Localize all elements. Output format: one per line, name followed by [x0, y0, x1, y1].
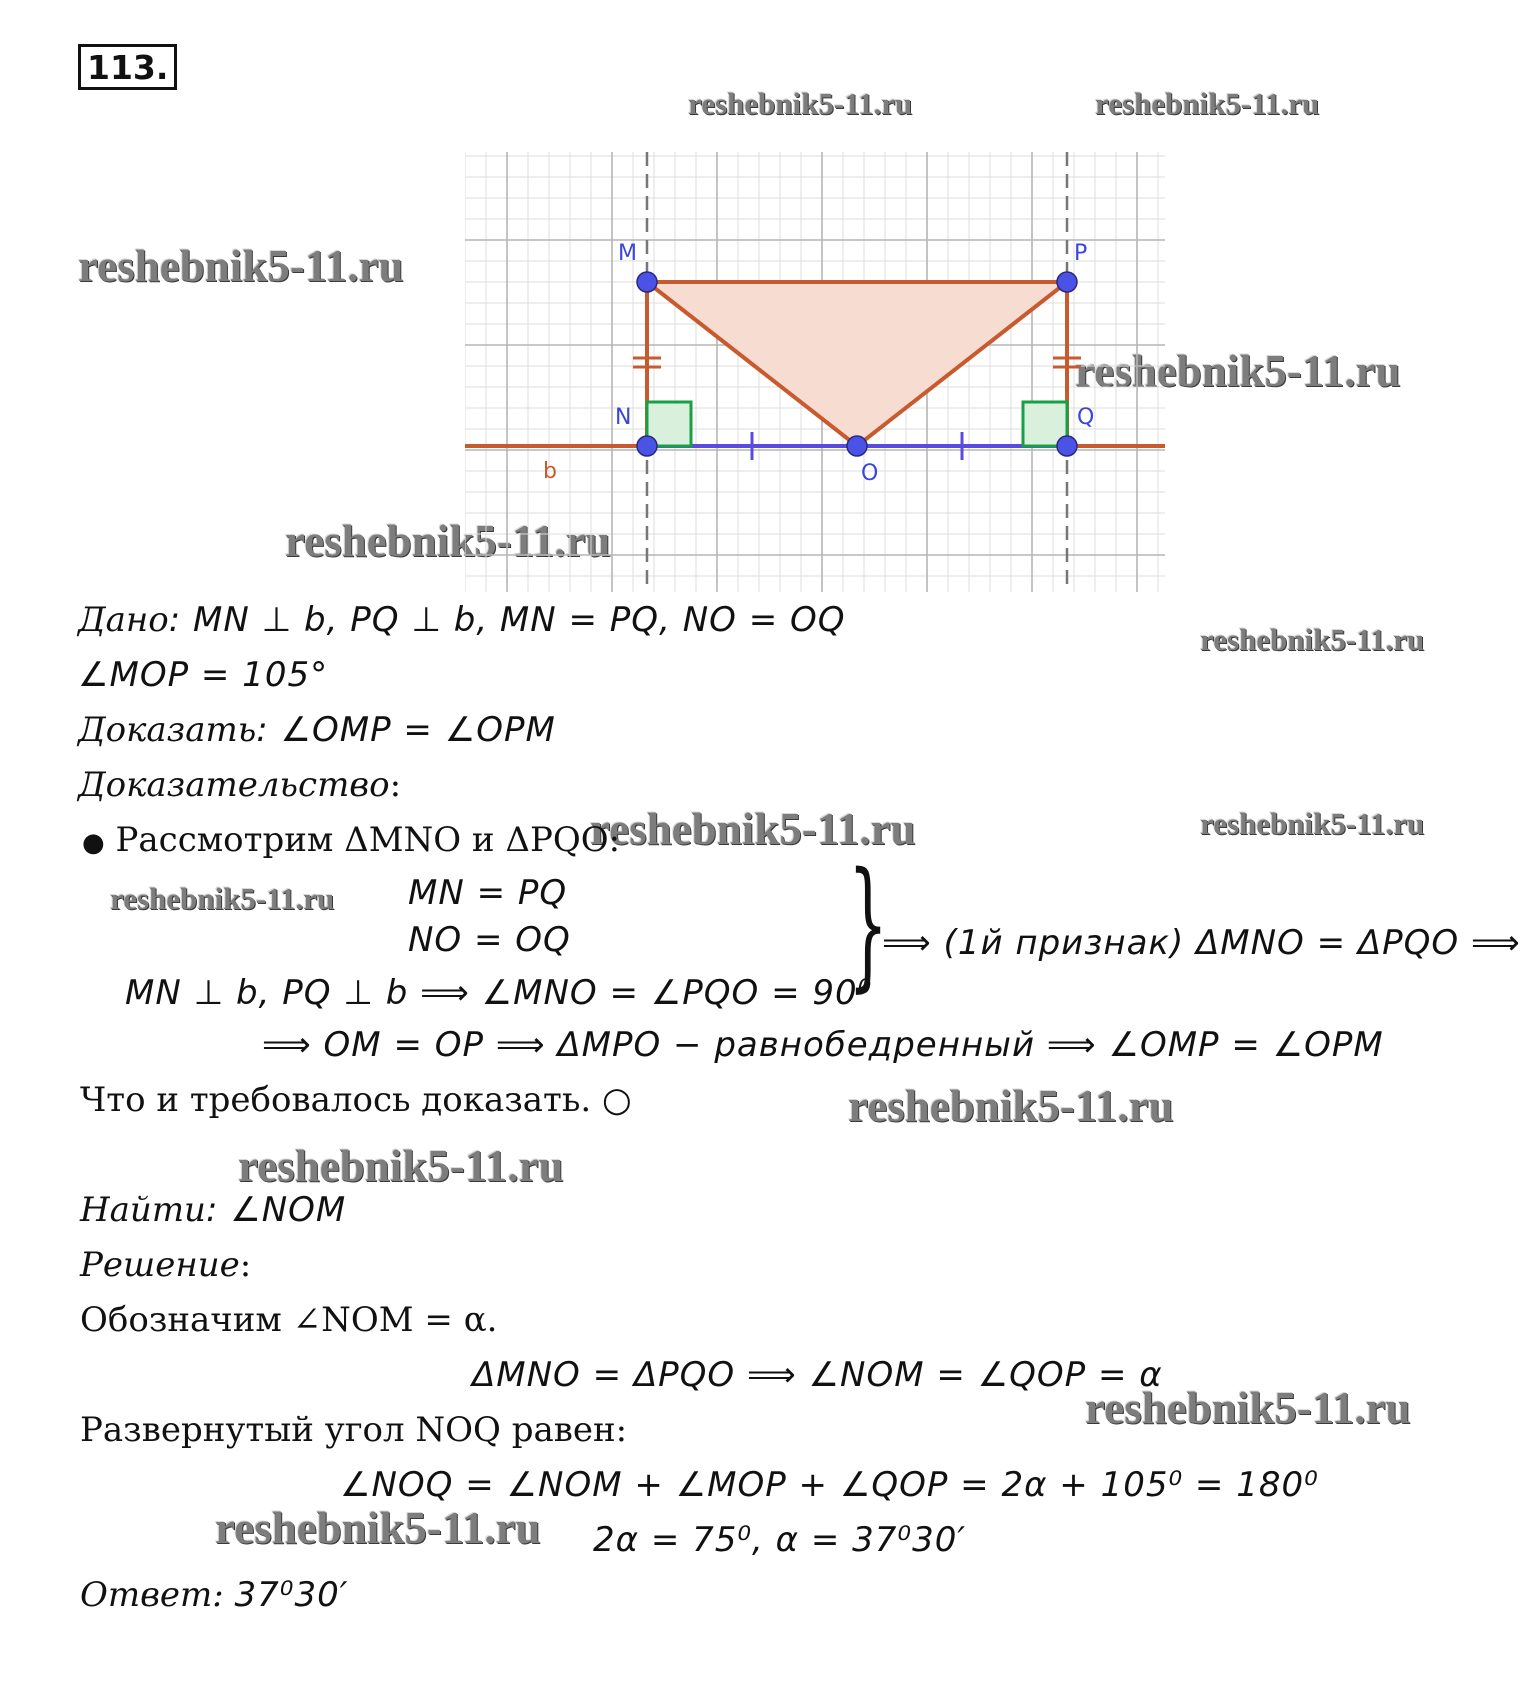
- solution-final: 2α = 75⁰, α = 37⁰30′: [593, 1520, 967, 1560]
- proof-colon: :: [389, 765, 402, 805]
- watermark: reshebnik5-11.ru: [215, 1503, 541, 1553]
- label-n: N: [615, 405, 632, 430]
- watermark: reshebnik5-11.ru: [1085, 1383, 1411, 1433]
- proof-conclusion: ⟹ OM = OP ⟹ ΔMPO − равнобедренный ⟹ ∠OMP = ∠OPM: [262, 1025, 1384, 1065]
- find-label: Найти: [80, 1190, 206, 1230]
- point-o: [847, 436, 867, 456]
- given-line: [78, 600, 846, 640]
- point-n: [637, 436, 657, 456]
- find-text: : ∠NOM: [205, 1190, 347, 1230]
- point-p: [1057, 272, 1077, 292]
- answer-label: Ответ:: [80, 1575, 224, 1615]
- watermark: reshebnik5-11.ru: [285, 516, 611, 566]
- answer-line: [80, 1575, 348, 1615]
- given-label: Дано: [78, 600, 169, 640]
- proof-consider: Рассмотрим ΔMNO и ΔPQO:: [115, 820, 621, 860]
- watermark: reshebnik5-11.ru: [1200, 622, 1425, 657]
- prove-label: Доказать: [78, 710, 257, 750]
- watermark: reshebnik5-11.ru: [238, 1141, 564, 1191]
- proof-eq3: MN ⊥ b, PQ ⊥ b ⟹ ∠MNO = ∠PQO = 90⁰: [125, 973, 873, 1013]
- proof-qed: Что и требовалось доказать. ○: [80, 1080, 632, 1120]
- bullet-icon: ●: [82, 828, 105, 858]
- watermark: reshebnik5-11.ru: [110, 881, 335, 916]
- geometry-diagram: [465, 152, 1165, 592]
- watermark: reshebnik5-11.ru: [590, 804, 916, 854]
- problem-number: 113.: [78, 44, 177, 90]
- label-o: O: [861, 461, 879, 486]
- proof-consider-line: [82, 820, 620, 863]
- watermark: reshebnik5-11.ru: [688, 86, 913, 121]
- solution-sum: ∠NOQ = ∠NOM + ∠MOP + ∠QOP = 2α + 105⁰ = 180⁰: [340, 1465, 1319, 1505]
- brace: }: [848, 843, 889, 1006]
- proof-eq1: MN = PQ: [408, 873, 568, 913]
- proof-label: Доказательство: [78, 765, 390, 805]
- point-m: [637, 272, 657, 292]
- solution-denote: Обозначим ∠NOM = α.: [80, 1300, 498, 1340]
- given-text: : MN ⊥ b, PQ ⊥ b, MN = PQ, NO = OQ: [168, 600, 846, 640]
- solution-colon: :: [239, 1245, 252, 1285]
- watermark: reshebnik5-11.ru: [1200, 806, 1425, 841]
- label-m: M: [618, 241, 637, 266]
- label-b: b: [543, 459, 557, 484]
- watermark: reshebnik5-11.ru: [78, 241, 404, 291]
- solution-label: Решение: [80, 1245, 240, 1285]
- solution-equal: ΔMNO = ΔPQO ⟹ ∠NOM = ∠QOP = α: [472, 1355, 1163, 1395]
- solution-straight: Развернутый угол NOQ равен:: [80, 1410, 628, 1450]
- label-q: Q: [1077, 405, 1095, 430]
- prove-line: [78, 710, 556, 750]
- find-line: [80, 1190, 346, 1230]
- prove-text: : ∠OMP = ∠OPM: [256, 710, 556, 750]
- proof-result: ⟹ (1й признак) ΔMNO = ΔPQO ⟹: [882, 923, 1521, 963]
- proof-eq2: NO = OQ: [408, 920, 571, 960]
- proof-label-line: [78, 765, 401, 805]
- label-p: P: [1074, 241, 1088, 266]
- triangle-mop-fill: [647, 282, 1067, 446]
- watermark: reshebnik5-11.ru: [1075, 346, 1401, 396]
- watermark: reshebnik5-11.ru: [1095, 86, 1320, 121]
- point-q: [1057, 436, 1077, 456]
- watermark: reshebnik5-11.ru: [848, 1081, 1174, 1131]
- answer-value: 37⁰30′: [234, 1575, 349, 1615]
- given-angle: ∠MOP = 105°: [78, 655, 329, 695]
- solution-label-line: [80, 1245, 251, 1285]
